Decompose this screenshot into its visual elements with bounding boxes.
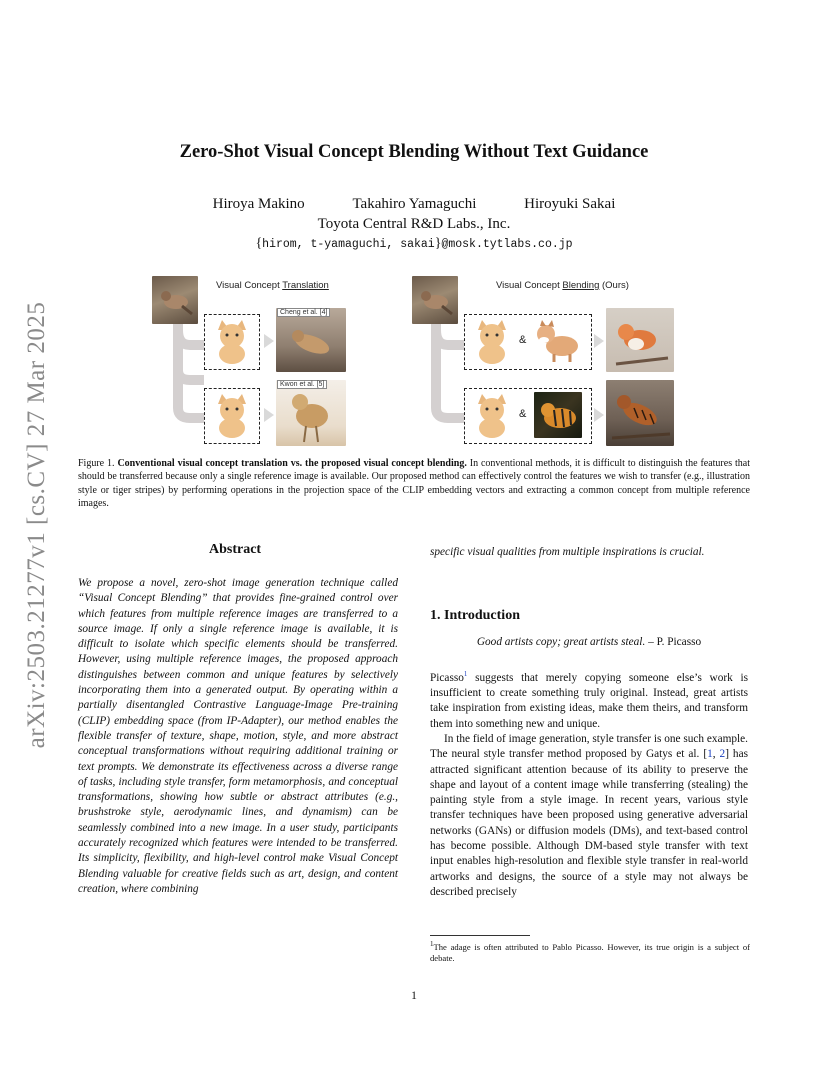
heading-underlined: Translation <box>282 280 329 291</box>
output-illustrated-bird <box>606 308 674 372</box>
arrow-bottom-left <box>264 408 274 422</box>
email-names: hirom, t-yamaguchi, sakai <box>262 238 435 251</box>
footnote-text: The adage is often attributed to Pablo Picasso. However, its true origin is a subject of debate. <box>430 941 750 964</box>
caption-bold: Conventional visual concept translation vs. the proposed visual concept blending. <box>117 458 467 469</box>
email-brace-close: } <box>434 236 442 251</box>
footnote-number: 1 <box>430 940 434 948</box>
source-bird-photo-left <box>152 276 198 324</box>
abstract-continuation <box>430 545 748 560</box>
bird-icon <box>276 308 346 372</box>
epigraph <box>430 636 748 648</box>
affiliation: Toyota Central R&D Labs., Inc. <box>317 216 511 232</box>
email-domain: @mosk.tytlabs.co.jp <box>441 238 573 251</box>
arrow-top-left <box>264 334 274 348</box>
output-photo-kwon <box>276 380 346 446</box>
email-brace-open: { <box>255 236 263 251</box>
ampersand-top: & <box>519 334 527 346</box>
abstract-heading: Abstract <box>209 542 262 557</box>
abstract-text: We propose a novel, zero-shot image generation technique called “Visual Concept Blending” that provides fine-grained control over which features from multiple reference images are transferred to a source image. If only a single reference image is available, it is difficult to isolate which specific elements should be transferred. However, using multiple reference images, the proposed approach distinguishes between common and unique features by selectively incorporating them into a generated output. By operating within a partially disentangled Contrastive Language-Image Pre-training (CLIP) embedding space (from IP-Adapter), our method enables the flexible transfer of texture, shape, motion, style, and more abstract conceptual transformations without requiring additional training or text prompts. We demonstrate its effectiveness across a diverse range of tasks, including style transfer, form metamorphosis, and conceptual transformations, showing how subtle or abstract attributes (e.g., brushstroke style, aerodynamic lines, and dynamism) can be seamlessly combined into a new image. In a user study, participants accurately recognized which features were intended to be transferred. Its simplicity, flexibility, and high-level control make Visual Concept Blending valuable for creative fields such as art, design, and content creation, where combining <box>78 577 398 895</box>
heading-underlined: Blending <box>562 280 600 291</box>
cat-icon <box>210 318 254 364</box>
heading-suffix: (Ours) <box>599 280 629 291</box>
paper-title: Zero-Shot Visual Concept Blending Without Text Guidance <box>179 142 649 162</box>
arrow-top-right <box>594 334 604 348</box>
introduction-body <box>430 667 748 900</box>
output-striped-bird <box>606 380 674 446</box>
epigraph-quote: Good artists copy; great artists steal. <box>476 636 646 648</box>
caption-prefix: Figure 1. <box>78 458 118 469</box>
citation-separator: , <box>712 748 720 761</box>
footnote <box>430 939 750 965</box>
author-3: Hiroyuki Sakai <box>524 196 616 212</box>
figure-heading-translation <box>216 280 329 291</box>
dog-icon <box>532 318 584 364</box>
caption-body: In conventional methods, it is difficult to distinguish the features that should be transferred because only a single reference image is available. Our proposed method can effectively control the features we wish to transfer (e.g., illustration style or tiger stripes) by performing operations in the projection space of the CLIP embedding vectors and extracting a common concept from multiple reference images. <box>78 458 750 510</box>
page-number: 1 <box>411 990 417 1002</box>
cat-icon <box>470 318 514 364</box>
tiger-photo <box>534 392 582 438</box>
label-kwon: Kwon et al. [5] <box>277 380 327 389</box>
figure-1 <box>150 270 680 456</box>
bird-icon <box>152 276 198 324</box>
bird-icon <box>412 276 458 324</box>
cat-icon <box>210 392 254 438</box>
citation-link-1[interactable]: 1 <box>707 748 713 761</box>
cat-illustration-top-right <box>470 318 514 364</box>
intro-p1-text: suggests that merely copying someone else’s work is insufficient to create something truly original. Instead, great artists take inspiration from existing ideas, make them theirs, and transform them into something new and unique. <box>430 671 748 730</box>
abstract-body <box>78 576 398 897</box>
cat-illustration-top-left <box>210 318 254 364</box>
ampersand-bottom: & <box>519 408 527 420</box>
cat-illustration-bottom-right <box>470 392 514 438</box>
tiger-icon <box>534 392 582 438</box>
heading-prefix: Visual Concept <box>216 280 283 291</box>
source-bird-photo-right <box>412 276 458 324</box>
cat-illustration-bottom-left <box>210 392 254 438</box>
intro-paragraph-2 <box>430 732 748 900</box>
footnote-rule <box>430 935 530 936</box>
arrow-bottom-right <box>594 408 604 422</box>
intro-p2-text-b: ] has attracted significant attention because of its ability to preserve the shape and layout of a content image while transferring (stealing) the painting style from a style image. In recent years, various style transfer techniques have been proposed using generative adversarial networks (GANs) or diffusion models (DMs), and text-based control has become possible. Although DM-based style transfer with text input enables high-resolution and flexible style transfer in real-world artworks and designs, the source of a style may not always be described precisely <box>430 748 748 898</box>
bird-icon <box>276 380 346 446</box>
intro-p2-text-a: In the field of image generation, style transfer is one such example. The neural style transfer method proposed by Gatys et al. [ <box>430 732 748 761</box>
arxiv-stamp <box>22 285 52 765</box>
output-photo-cheng <box>276 308 346 372</box>
introduction-heading: 1. Introduction <box>430 608 520 623</box>
author-2: Takahiro Yamaguchi <box>352 196 477 212</box>
author-1: Hiroya Makino <box>212 196 305 212</box>
figure-heading-blending <box>496 280 629 291</box>
epigraph-author: – P. Picasso <box>645 636 702 648</box>
heading-prefix: Visual Concept <box>496 280 563 291</box>
picasso-word: Picasso <box>430 671 464 684</box>
abstract-continuation-text: specific visual qualities from multiple inspirations is crucial. <box>430 546 705 558</box>
label-cheng: Cheng et al. [4] <box>277 308 330 317</box>
author-emails <box>0 236 828 252</box>
bird-icon <box>606 308 674 372</box>
footnote-marker[interactable]: 1 <box>463 670 468 678</box>
cat-icon <box>470 392 514 438</box>
citation-link-2[interactable]: 2 <box>719 748 726 761</box>
dog-illustration <box>532 318 584 364</box>
figure-caption <box>78 457 750 511</box>
bird-icon <box>606 380 674 446</box>
intro-paragraph-1 <box>430 667 748 732</box>
arxiv-stamp-text: arXiv:2503.21277v1 [cs.CV] 27 Mar 2025 <box>23 301 50 749</box>
author-list <box>0 196 828 213</box>
